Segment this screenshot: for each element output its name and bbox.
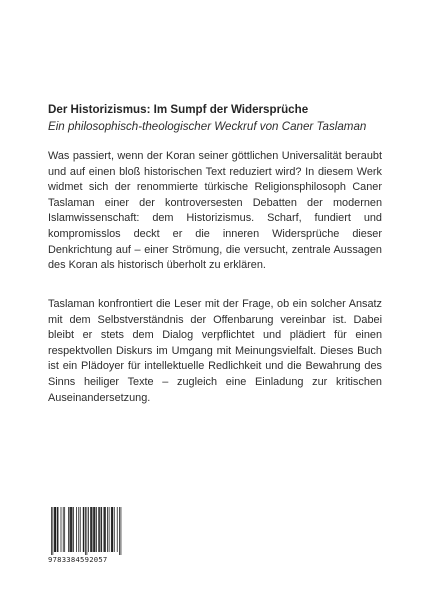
barcode-bar [94, 507, 95, 552]
barcode-bar [88, 507, 89, 552]
barcode-bar [84, 507, 85, 552]
barcode-bar [57, 507, 58, 552]
barcode-bar [98, 507, 99, 552]
barcode-bar [107, 507, 108, 552]
barcode-bar [68, 507, 69, 552]
blurb-paragraph-2: Taslaman konfrontiert die Leser mit der Frage, ob ein solcher Ansatz mit dem Selbstverständnis der Offenbarung vereinbar ist. Dabei bleibt er stets dem Dialog verpflichtet und plädiert für einen respektvollen Diskurs im Umgang mit Meinungsvielfalt. Dieses Buch ist ein Plädoyer für intellektuelle Redlichkeit und die Bewahrung des Sinns heiliger Texte – zugleich eine Einladung zur kritischen Auseinandersetzung. [48, 298, 382, 404]
barcode-bars [48, 506, 124, 556]
barcode-bar [93, 507, 94, 552]
barcode-bar [109, 507, 110, 552]
book-title: Der Historizismus: Im Sumpf der Widersprüche [48, 103, 309, 116]
barcode-bar [101, 507, 102, 552]
barcode-bar [91, 507, 92, 552]
heading-block [48, 101, 382, 135]
barcode-bar [70, 507, 71, 552]
barcode-bar [92, 507, 93, 552]
barcode-bar [117, 507, 118, 552]
barcode-bar [83, 507, 84, 552]
barcode-bar [104, 507, 105, 552]
barcode-bar [99, 507, 100, 552]
barcode-bar [76, 507, 77, 552]
barcode-number: 9783384592057 [48, 555, 108, 564]
book-subtitle: Ein philosophisch-theologischer Weckruf von Caner Taslaman [48, 120, 367, 133]
barcode-bar [119, 507, 120, 555]
barcode-bar [114, 507, 115, 552]
barcode-bar [104, 507, 105, 552]
barcode-bar [51, 507, 52, 555]
barcode-bar [64, 507, 65, 552]
barcode-bar [55, 507, 56, 552]
barcode-bar [96, 507, 97, 552]
barcode-bar [112, 507, 113, 552]
barcode-bar [87, 507, 88, 555]
barcode-bar [80, 507, 81, 552]
blurb-paragraph-1: Was passiert, wenn der Koran seiner göttlichen Universalität beraubt und auf einen bloß historischen Text reduziert wird? In diesem Werk widmet sich der renommierte türkische Religionsphilosoph Caner Taslaman einer der kontroversesten Debatten der modernen Islamwissenschaft: dem Historizismus. Scharf, fundiert und kompromisslos deckt er die inneren Widersprüche dieser Denkrichtung auf – einer Strömung, die versucht, zentrale Aussagen des Koran als historisch überholt zu erklären. [48, 150, 382, 272]
barcode-bar [61, 507, 62, 552]
barcode-bar [111, 507, 112, 552]
barcode-bar [63, 507, 64, 552]
barcode-bar [95, 507, 96, 552]
barcode-bar [73, 507, 74, 552]
barcode-bar [58, 507, 59, 552]
barcode-bar [54, 507, 55, 552]
barcode-bar [78, 507, 79, 552]
barcode-bar [101, 507, 102, 552]
barcode-bar [52, 507, 53, 555]
barcode-bar [85, 507, 86, 555]
barcode-bar [112, 507, 113, 552]
barcode-bar [105, 507, 106, 552]
barcode-bar [70, 507, 71, 552]
barcode-bar [71, 507, 72, 552]
barcode-bar [72, 507, 73, 552]
barcode-bar [90, 507, 91, 552]
barcode-bar [121, 507, 122, 555]
isbn-barcode [48, 506, 124, 568]
barcode-bar [55, 507, 56, 552]
